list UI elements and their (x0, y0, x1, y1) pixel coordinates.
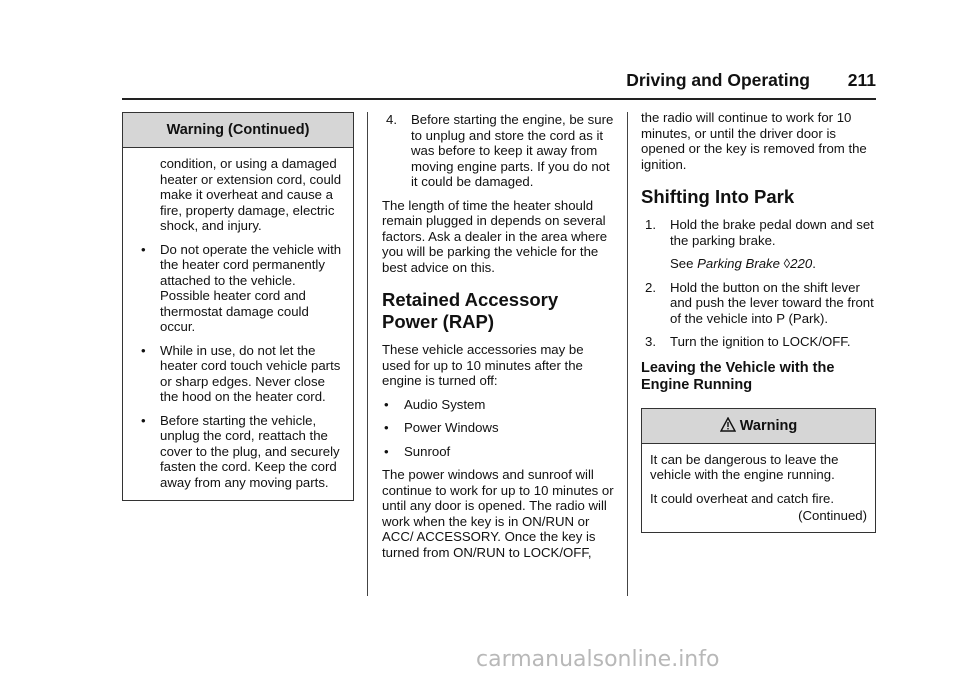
step-3 (641, 334, 876, 350)
parking-brake-link[interactable]: Parking Brake (697, 256, 780, 271)
warning-title: Warning (739, 417, 798, 434)
watermark: carmanualsonline.info (476, 647, 720, 672)
rap-item (382, 444, 614, 460)
step-number: 1. (645, 217, 656, 232)
bullet-text: Do not operate the vehicle with the heater cord permanently attached to the vehicle. Possible heater cord and thermostat damage could occur. (160, 241, 342, 334)
warning-bullet (131, 343, 345, 405)
step-text: Before starting the engine, be sure to unplug and store the cord as it was before to keep it away from moving engine parts. If you do not it could be damaged. (411, 112, 614, 189)
bullet-mark: • (384, 420, 389, 435)
bullet-mark: • (141, 412, 146, 428)
radio-continued-paragraph: the radio will continue to work for 10 minutes, or until the driver door is opened or the key is removed from the ignition. (641, 110, 867, 172)
heading-shifting-into-park: Shifting Into Park (641, 186, 795, 207)
column-1 (122, 112, 354, 501)
step-number: 2. (645, 279, 656, 295)
warning-body (642, 444, 875, 532)
warning-box-continued (122, 112, 354, 501)
bullet-mark: • (141, 342, 146, 358)
column-divider-1 (367, 112, 368, 596)
heading-retained-accessory-power: Retained Accessory Power (RAP) (382, 289, 559, 332)
warning-box (641, 408, 876, 533)
column-3 (641, 110, 876, 533)
heater-duration-paragraph: The length of time the heater should remain plugged in depends on several factors. Ask a dealer in the area where you will be parking the vehicle for the best advice on this. (382, 197, 608, 275)
step-1 (641, 217, 876, 248)
bullet-mark: • (384, 396, 389, 412)
column-2 (382, 112, 614, 568)
see-reference: See Parking Brake ◊220. (670, 256, 816, 271)
warning-line: It could overheat and catch fire. (650, 490, 835, 506)
rap-item-label: Audio System (404, 396, 486, 412)
warning-bullet (131, 413, 345, 491)
step-text: Hold the button on the shift lever and push the lever toward the front of the vehicle into P (Park). (670, 279, 874, 326)
bullet-mark: • (384, 443, 389, 459)
warning-bullet (131, 242, 345, 335)
page-ref-arrow: ◊ (783, 256, 791, 271)
warning-continued-text: condition, or using a damaged heater or extension cord, could make it overheat and cause a fire, property damage, electric shock, and injury. (160, 156, 342, 233)
step-number: 4. (386, 112, 397, 127)
section-title: Driving and Operating (626, 70, 810, 90)
rap-item (382, 397, 614, 413)
rap-item-label: Power Windows (404, 420, 499, 435)
warning-body (123, 148, 353, 500)
page-ref-number[interactable]: 220 (790, 256, 813, 271)
page-header (122, 70, 876, 97)
rap-item-label: Sunroof (404, 443, 451, 459)
continued-label: (Continued) (798, 508, 867, 523)
step-text: Hold the brake pedal down and set the parking brake. (670, 217, 874, 248)
warning-header (642, 409, 875, 444)
rap-intro: These vehicle accessories may be used for up to 10 minutes after the engine is turned off: (382, 342, 584, 388)
rap-paragraph: The power windows and sunroof will continue to work for up to 10 minutes or until any door is opened. The radio will work when the key is in ON/RUN or ACC/ ACCESSORY. Once the key is turned from ON/RUN to LOCK/OFF, (382, 467, 614, 560)
bullet-mark: • (141, 241, 146, 257)
warning-title: Warning (Continued) (123, 113, 353, 148)
bullet-text: Before starting the vehicle, unplug the cord, reattach the cover to the plug, and securely fasten the cord. Keep the cord away from any moving parts. (160, 412, 340, 490)
warning-line: It can be dangerous to leave the vehicle with the engine running. (650, 451, 839, 482)
step-2 (641, 280, 876, 327)
header-rule (122, 98, 876, 100)
see-prefix: See (670, 256, 694, 271)
rap-item (382, 420, 614, 436)
page-number: 211 (847, 70, 876, 90)
step-text: Turn the ignition to LOCK/OFF. (670, 334, 851, 349)
bullet-text: While in use, do not let the heater cord touch vehicle parts or sharp edges. Never close the hood on the heater cord. (160, 342, 341, 404)
column-divider-2 (627, 112, 628, 596)
step-4 (382, 112, 614, 190)
step-number: 3. (645, 334, 656, 349)
warning-triangle-icon (720, 411, 736, 445)
heading-leaving-vehicle: Leaving the Vehicle with the Engine Running (641, 359, 835, 393)
